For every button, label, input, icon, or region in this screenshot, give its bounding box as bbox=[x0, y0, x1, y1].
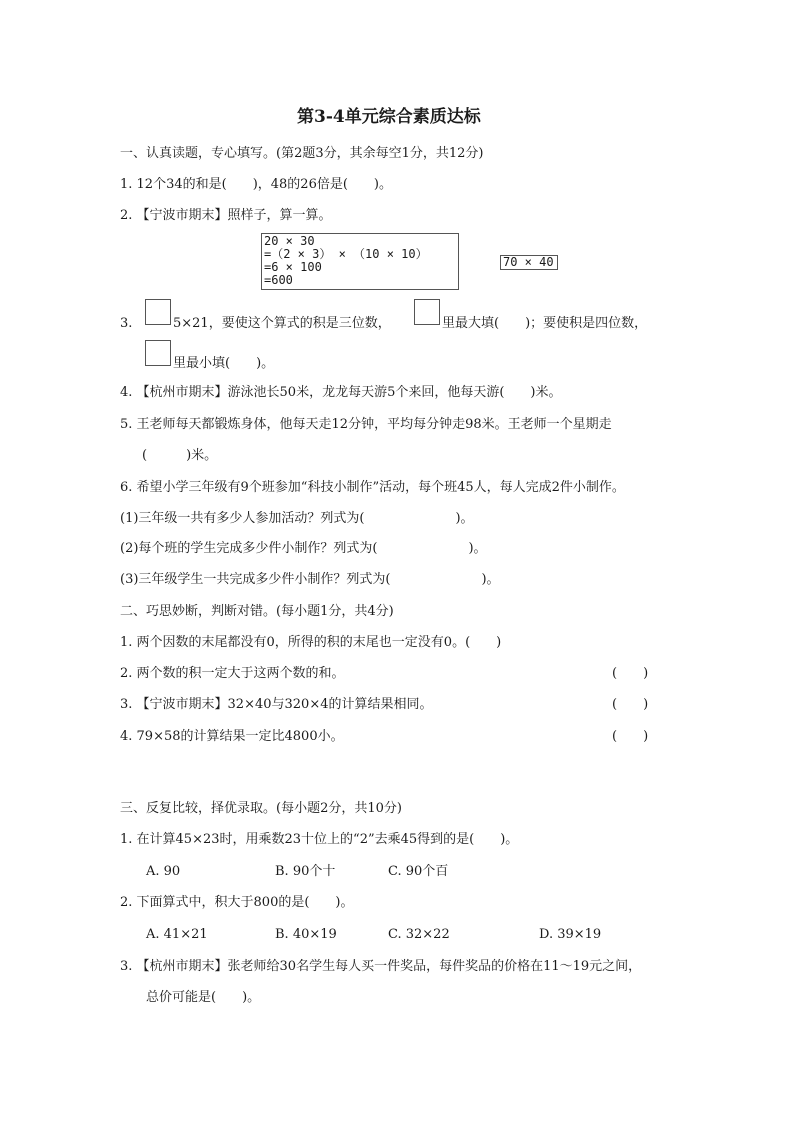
judgement-bracket-3: ( ) bbox=[612, 697, 649, 712]
answer-square bbox=[145, 299, 171, 325]
section-3-heading: 三、反复比较，择优录取。(每小题2分，共10分) bbox=[120, 801, 402, 816]
judgement-item-3: 3. 【宁波市期末】32×40与320×4的计算结果相同。 bbox=[120, 697, 433, 712]
question-1-6: 6. 希望小学三年级有9个班参加“科技小制作”活动，每个班45人，每人完成2件小制作。 bbox=[120, 480, 625, 495]
example-line: =（2 × 3） × （10 × 10） bbox=[264, 247, 428, 261]
choice-option: D. 39×19 bbox=[539, 927, 602, 942]
exercise-box bbox=[500, 255, 558, 270]
question-1-3-part2: 里最大填( )；要使积是四位数， bbox=[442, 316, 648, 331]
question-1-3-part3: 里最小填( )。 bbox=[173, 356, 275, 371]
judgement-bracket-2: ( ) bbox=[612, 666, 649, 681]
page-title: 第3-4单元综合素质达标 bbox=[297, 107, 481, 127]
choice-option: C. 90个百 bbox=[388, 864, 449, 879]
choice-question-1: 1. 在计算45×23时，用乘数23十位上的“2”去乘45得到的是( )。 bbox=[120, 832, 519, 847]
example-line: =6 × 100 bbox=[264, 260, 322, 274]
example-box bbox=[261, 233, 459, 290]
section-2-heading: 二、巧思妙断，判断对错。(每小题1分，共4分) bbox=[120, 604, 394, 619]
choice-option: B. 90个十 bbox=[275, 864, 336, 879]
question-1-3-part1: 5×21，要使这个算式的积是三位数， bbox=[173, 316, 391, 331]
question-1-6-2: (2)每个班的学生完成多少件小制作？列式为( )。 bbox=[120, 541, 487, 556]
exercise-text: 70 × 40 bbox=[503, 255, 554, 269]
question-1-3-number: 3. bbox=[120, 316, 133, 331]
choice-option: A. 41×21 bbox=[146, 927, 208, 942]
judgement-bracket-4: ( ) bbox=[612, 729, 649, 744]
answer-square bbox=[414, 299, 440, 325]
judgement-item-4: 4. 79×58的计算结果一定比4800小。 bbox=[120, 729, 344, 744]
question-1-4: 4. 【杭州市期末】游泳池长50米，龙龙每天游5个来回，他每天游( )米。 bbox=[120, 385, 562, 400]
question-1-5-line2: ( )米。 bbox=[142, 448, 218, 463]
choice-question-3-line1: 3. 【杭州市期末】张老师给30名学生每人买一件奖品，每件奖品的价格在11～19元之间， bbox=[120, 959, 642, 974]
question-1-2: 2. 【宁波市期末】照样子，算一算。 bbox=[120, 208, 332, 223]
judgement-item-1: 1. 两个因数的末尾都没有0，所得的积的末尾也一定没有0。( ) bbox=[120, 635, 502, 650]
answer-square bbox=[145, 340, 171, 366]
section-1-heading: 一、认真读题，专心填写。(第2题3分，其余每空1分，共12分) bbox=[120, 146, 484, 161]
example-line: =600 bbox=[264, 273, 293, 287]
judgement-item-2: 2. 两个数的积一定大于这两个数的和。 bbox=[120, 666, 345, 681]
choice-question-3-line2: 总价可能是( )。 bbox=[146, 990, 261, 1005]
question-1-5-line1: 5. 王老师每天都锻炼身体，他每天走12分钟，平均每分钟走98米。王老师一个星期走 bbox=[120, 417, 612, 432]
question-1-6-3: (3)三年级学生一共完成多少件小制作？列式为( )。 bbox=[120, 572, 500, 587]
example-line: 20 × 30 bbox=[264, 234, 315, 248]
question-1-6-1: (1)三年级一共有多少人参加活动？列式为( )。 bbox=[120, 511, 474, 526]
question-1-1: 1. 12个34的和是( )，48的26倍是( )。 bbox=[120, 177, 392, 192]
choice-option: B. 40×19 bbox=[275, 927, 337, 942]
choice-question-2: 2. 下面算式中，积大于800的是( )。 bbox=[120, 895, 354, 910]
choice-option: C. 32×22 bbox=[388, 927, 450, 942]
choice-option: A. 90 bbox=[146, 864, 181, 879]
